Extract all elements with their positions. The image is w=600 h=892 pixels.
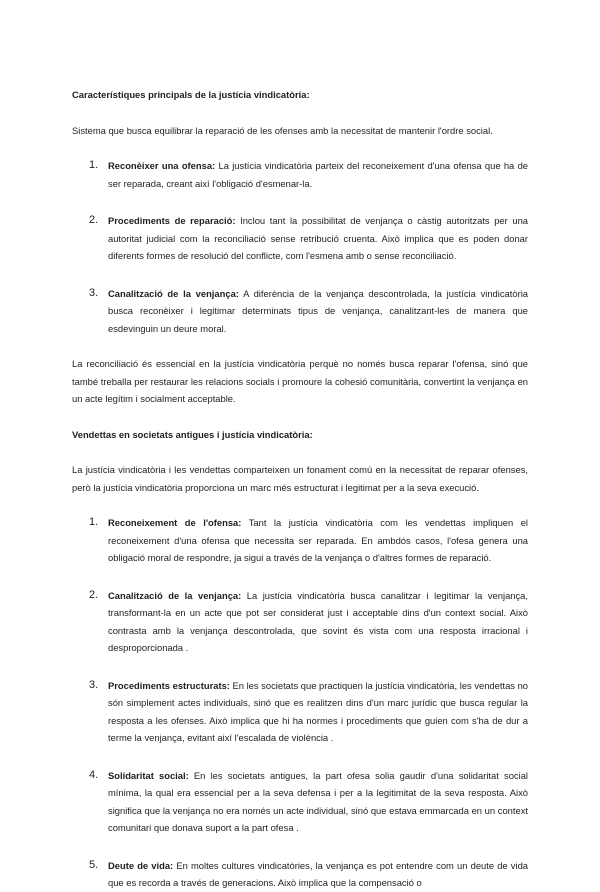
list-term: Canalització de la venjança: <box>108 287 239 299</box>
list-item <box>72 767 528 837</box>
list-term: Procediments de reparació: <box>108 215 236 226</box>
list-term: Procediments estructurats: <box>108 679 230 691</box>
list-number: 5. <box>89 858 99 871</box>
list-number: 2. <box>89 214 99 226</box>
list-term: Reconèixer una ofensa: <box>108 160 216 171</box>
list-text: En les societats antigues, la part ofesa solia gaudir d'una solidaritat social mínima, la qual era essencial per a la seva defensa i per a la legitimitat de la seva resposta. Això significa que la venjança no era només un acte individual, sinó que estava emmarcada en un context comunitari que donava suport a la part ofesa . <box>108 769 528 833</box>
list-item <box>72 857 528 892</box>
list-item <box>72 587 528 657</box>
numbered-list <box>72 514 528 892</box>
numbered-list <box>72 157 528 337</box>
list-text: A diferència de la venjança descontrolada, la justícia vindicatòria busca reconèixer i legitimar determinats tipus de venjança, canalitzant-les de manera que esdevinguin un deure moral. <box>108 287 528 334</box>
list-text: Tant la justícia vindicatòria com les vendettas impliquen el reconeixement d'una ofensa que necessita ser reparada. En ambdós casos, l'ofesa genera una obligació moral de respondre, ja sigui a través de la venjança o d'altres formes de reparació. <box>108 517 528 563</box>
list-term: Reconeixement de l'ofensa: <box>108 517 242 528</box>
list-number: 1. <box>89 516 99 528</box>
list-number: 3. <box>89 678 99 691</box>
list-term: Canalització de la venjança: <box>108 589 242 601</box>
list-term: Deute de vida: <box>108 859 174 871</box>
intro-paragraph: La justícia vindicatòria i les vendettas comparteixen un fonament comú en la necessitat de reparar ofenses, però la justícia vindicatòria proporciona un marc més estructurat i legitimat per a la seva execució. <box>72 464 528 493</box>
list-text: La justícia vindicatòria busca canalitzar i legitimar la venjança, transformant-la en un acte que pot ser considerat just i acceptable dins d'un context social. Això contrasta amb la venjança descontrolada, que sovint és vista com una resposta irracional i desproporcionada . <box>108 589 529 653</box>
list-term: Solidaritat social: <box>108 769 189 781</box>
list-number: 3. <box>89 286 99 299</box>
list-number: 4. <box>89 768 99 781</box>
list-item <box>72 212 528 265</box>
closing-paragraph: La reconciliació és essencial en la justícia vindicatòria perquè no només busca reparar l'ofensa, sinó que també treballa per restaurar les relacions socials i promoure la cohesió comunitària, convertint la venjança en un acte legítim i socialment acceptable. <box>72 358 528 404</box>
list-number: 1. <box>89 159 99 171</box>
section-heading: Característiques principals de la justícia vindicatòria: <box>72 89 310 100</box>
list-item <box>72 677 528 747</box>
list-item <box>72 157 528 192</box>
intro-paragraph: Sistema que busca equilibrar la reparació de les ofenses amb la necessitat de mantenir l'ordre social. <box>72 124 493 136</box>
list-number: 2. <box>89 588 99 601</box>
list-item <box>72 285 528 338</box>
list-item <box>72 514 528 567</box>
list-text: Inclou tant la possibilitat de venjança o càstig autoritzats per una autoritat judicial com la reconciliació sense retribució cruenta. Això implica que es poden donar diferents formes de resolució del conflicte, com l'esmena amb o sense reconciliació. <box>108 215 529 261</box>
list-text: En moltes cultures vindicatòries, la venjança es pot entendre com un deute de vida que es recorda a través de generacions. Això implica que la compensació o <box>108 859 529 888</box>
list-text: En les societats que practiquen la justícia vindicatòria, les vendettas no són simplement actes individuals, sinó que es realitzen dins d'un marc jurídic que busca regular la resposta a les ofenses. Això implica que hi ha normes i procediments que guien com s'ha de dur a terme la venjança, evitant així l'escalada de violència . <box>108 679 529 743</box>
section-heading: Vendettas en societats antigues i justícia vindicatòria: <box>72 428 313 440</box>
list-text: La justícia vindicatòria parteix del reconeixement d'una ofensa que ha de ser reparada, creant així l'obligació d'esmenar-la. <box>108 160 529 189</box>
